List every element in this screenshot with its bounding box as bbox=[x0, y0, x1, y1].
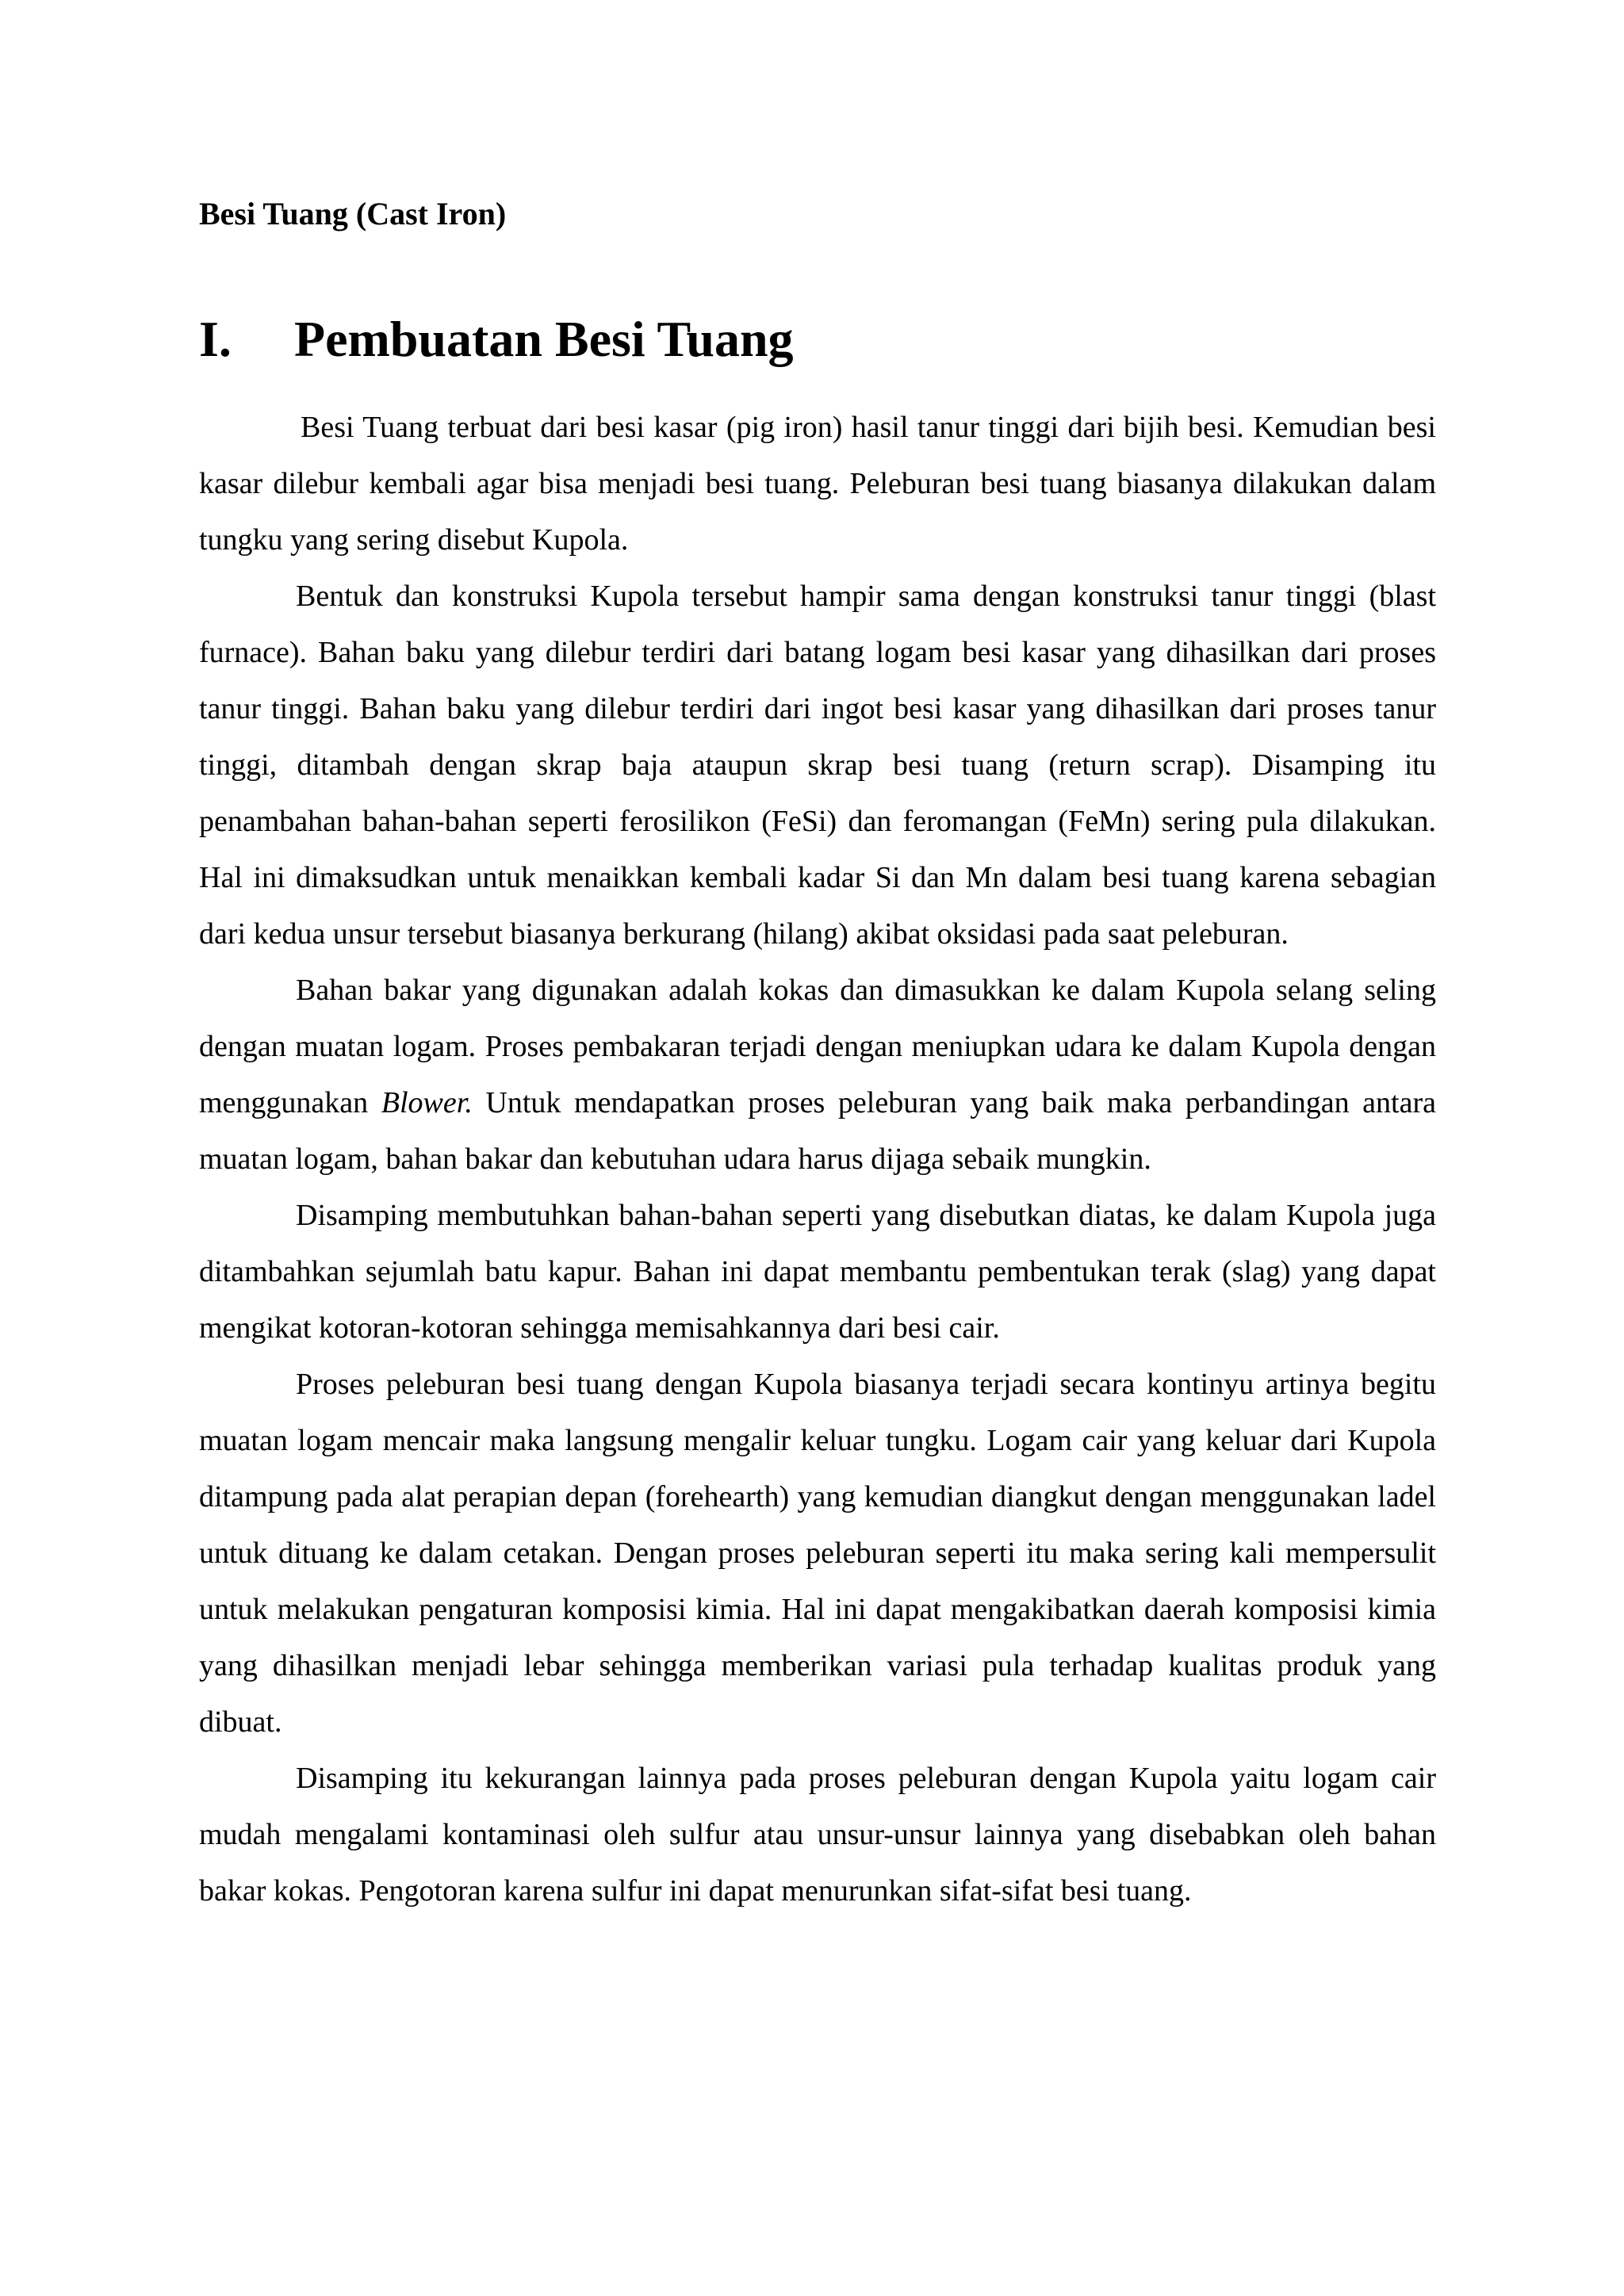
chapter-title: Pembuatan Besi Tuang bbox=[294, 311, 794, 367]
paragraph-3-text-before: Bahan bakar yang digunakan adalah kokas dan dimasukkan ke dalam Kupola selang seling dengan muatan logam. Proses pembakaran terjadi dengan meniupkan udara ke dalam Kupola dengan menggunakan bbox=[199, 974, 1436, 1119]
paragraph-6: Disamping itu kekurangan lainnya pada proses peleburan dengan Kupola yaitu logam cair mudah mengalami kontaminasi oleh sulfur atau unsur-unsur lainnya yang disebabkan oleh bahan bakar kokas. Pengotoran karena sulfur ini dapat menurunkan sifat-sifat besi tuang. bbox=[199, 1762, 1436, 1908]
chapter-heading bbox=[199, 311, 794, 367]
paragraph-3 bbox=[199, 962, 1436, 1188]
paragraph-3-text-after: Untuk mendapatkan proses peleburan yang baik maka perbandingan antara muatan logam, bahan bakar dan kebutuhan udara harus dijaga sebaik mungkin. bbox=[199, 1086, 1436, 1176]
paragraph-4: Disamping membutuhkan bahan-bahan seperti yang disebutkan diatas, ke dalam Kupola juga ditambahkan sejumlah batu kapur. Bahan ini dapat membantu pembentukan terak (slag) yang dapat mengikat kotoran-kotoran sehingga memisahkannya dari besi cair. bbox=[199, 1199, 1436, 1345]
body-text bbox=[199, 400, 1436, 1919]
paragraph-2: Bentuk dan konstruksi Kupola tersebut hampir sama dengan konstruksi tanur tinggi (blast furnace). Bahan baku yang dilebur terdiri dari batang logam besi kasar yang dihasilkan dari proses tanur tinggi. Bahan baku yang dilebur terdiri dari ingot besi kasar yang dihasilkan dari proses tanur tinggi, ditambah dengan skrap baja ataupun skrap besi tuang (return scrap). Disamping itu penambahan bahan-bahan seperti ferosilikon (FeSi) dan feromangan (FeMn) sering pula dilakukan. Hal ini dimaksudkan untuk menaikkan kembali kadar Si dan Mn dalam besi tuang karena sebagian dari kedua unsur tersebut biasanya berkurang (hilang) akibat oksidasi pada saat peleburan. bbox=[199, 580, 1436, 951]
document-title: Besi Tuang (Cast Iron) bbox=[199, 196, 507, 232]
paragraph-5: Proses peleburan besi tuang dengan Kupola biasanya terjadi secara kontinyu artinya begitu muatan logam mencair maka langsung mengalir keluar tungku. Logam cair yang keluar dari Kupola ditampung pada alat perapian depan (forehearth) yang kemudian diangkut dengan menggunakan ladel untuk dituang ke dalam cetakan. Dengan proses peleburan seperti itu maka sering kali mempersulit untuk melakukan pengaturan komposisi kimia. Hal ini dapat mengakibatkan daerah komposisi kimia yang dihasilkan menjadi lebar sehingga memberikan variasi pula terhadap kualitas produk yang dibuat. bbox=[199, 1368, 1436, 1739]
paragraph-1: Besi Tuang terbuat dari besi kasar (pig iron) hasil tanur tinggi dari bijih besi. Kemudian besi kasar dilebur kembali agar bisa menjadi besi tuang. Peleburan besi tuang biasanya dilakukan dalam tungku yang sering disebut Kupola. bbox=[199, 411, 1436, 557]
paragraph-3-emphasis: Blower. bbox=[381, 1086, 473, 1119]
chapter-number: I. bbox=[199, 311, 232, 367]
